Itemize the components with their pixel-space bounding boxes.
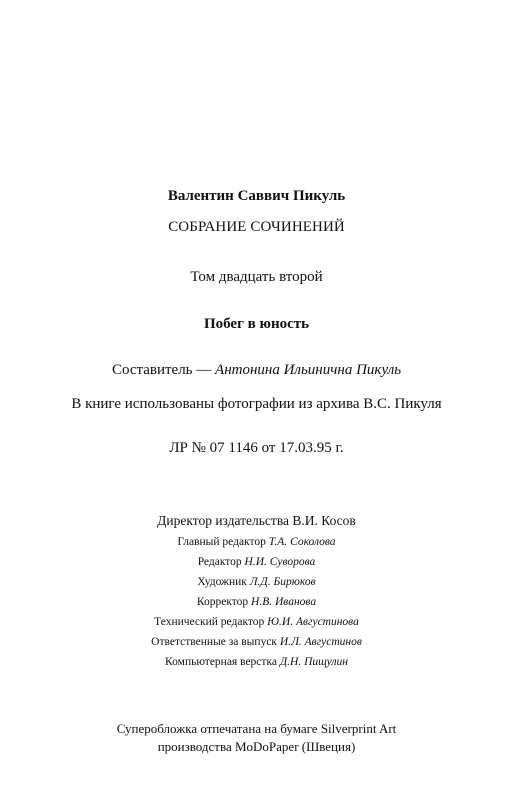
staff-row-technical-editor	[0, 617, 513, 637]
publisher-director: Директор издательства В.И. Косов	[157, 513, 356, 528]
staff-row-chief-editor	[0, 537, 513, 557]
volume-number: Том двадцать второй	[190, 269, 323, 285]
staff-name: Л.Д. Бирюков	[249, 576, 316, 588]
staff-row-artist	[0, 577, 513, 597]
staff-role: Редактор	[197, 556, 245, 568]
staff-role: Ответственные за выпуск	[151, 636, 280, 648]
staff-row-release-responsible	[0, 637, 513, 657]
staff-row-editor	[0, 557, 513, 577]
staff-role: Компьютерная верстка	[165, 656, 280, 668]
staff-row-layout	[0, 657, 513, 677]
staff-role: Технический редактор	[154, 616, 268, 628]
staff-role: Главный редактор	[177, 536, 269, 548]
staff-role: Корректор	[196, 596, 252, 608]
staff-name: Н.В. Иванова	[251, 596, 317, 608]
license-number: ЛР № 07 1146 от 17.03.95 г.	[169, 440, 344, 456]
collection-title: СОБРАНИЕ СОЧИНЕНИЙ	[168, 219, 345, 235]
staff-name: Н.И. Суворова	[244, 556, 316, 568]
staff-role: Художник	[197, 576, 250, 588]
compiler-label: Составитель —	[111, 362, 216, 378]
staff-name: Д.Н. Пищулин	[279, 656, 348, 668]
work-title: Побег в юность	[203, 316, 310, 332]
compiler-line	[0, 363, 513, 378]
staff-name: Т.А. Соколова	[268, 536, 336, 548]
author-name: Валентин Саввич Пикуль	[167, 188, 346, 204]
cover-paper-note: Суперобложка отпечатана на бумаге Silverprint Art	[116, 721, 397, 736]
staff-list	[0, 537, 513, 677]
staff-name: И.Л. Августинов	[279, 636, 362, 648]
cover-paper-manufacturer: производства MoDoPaper (Швеция)	[157, 739, 356, 754]
photos-note: В книге использованы фотографии из архива В.С. Пикуля	[71, 396, 442, 412]
compiler-name: Антонина Ильинична Пикуль	[215, 362, 402, 378]
staff-name: Ю.И. Августинова	[267, 616, 359, 628]
staff-row-proofreader	[0, 597, 513, 617]
